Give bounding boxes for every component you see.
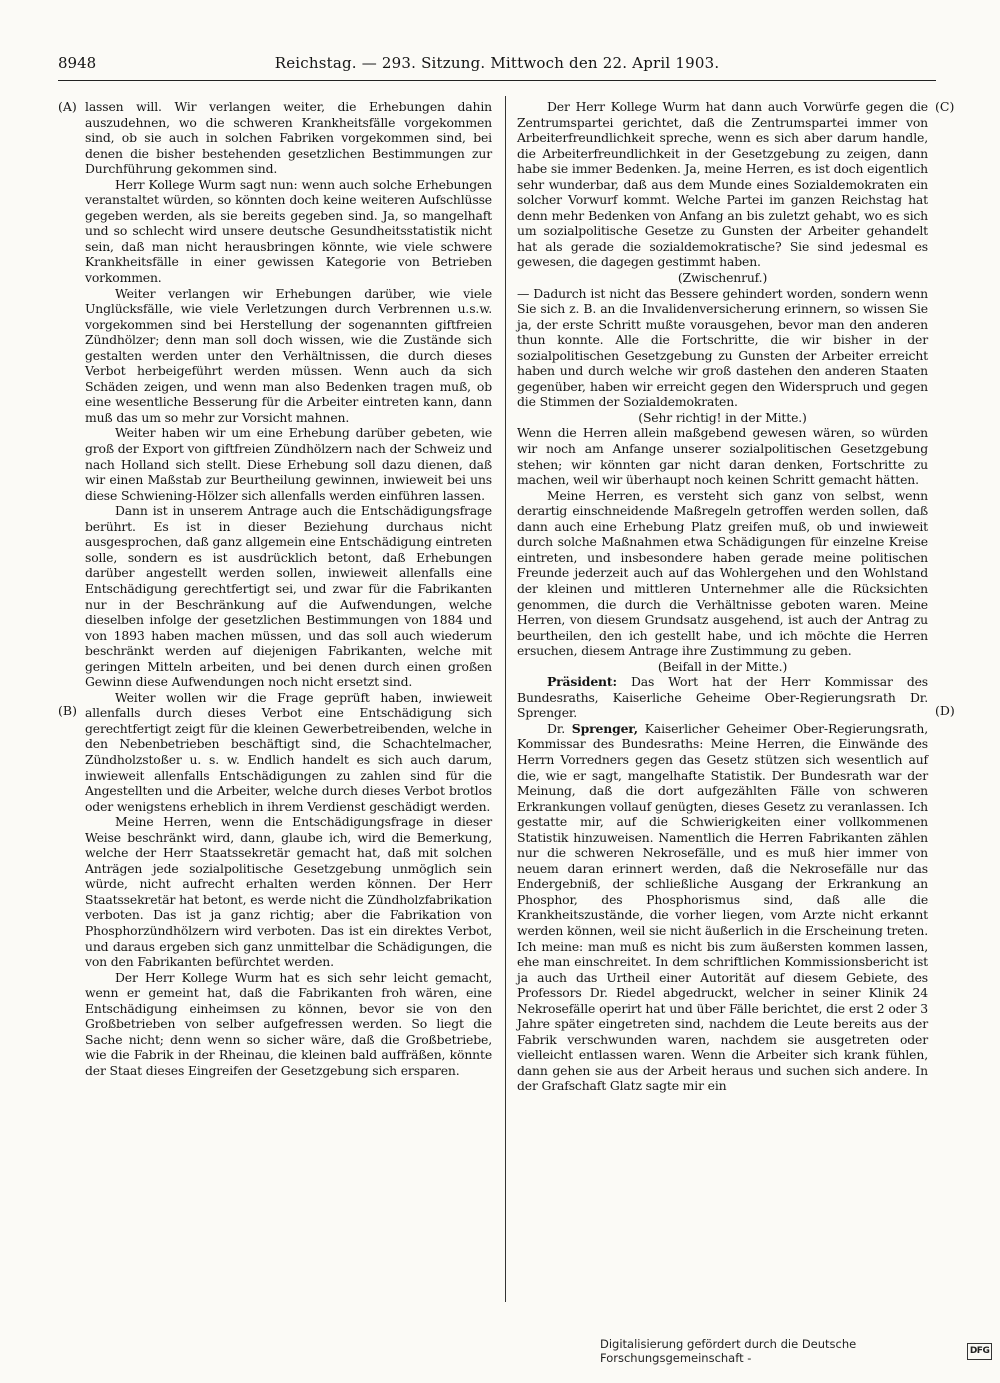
header-rule [58,80,936,81]
right-column [517,99,928,1094]
paragraph: Wenn die Herren allein maßgebend gewesen wären, so würden wir noch am Anfange unserer sozialpolitischen Gesetzgebung stehen; wir könnten gar nicht daran denken, Fortschritte zu machen, weil wir überhaupt noch keinen Schritt gemacht hätten. [517,425,928,488]
running-header [58,52,936,74]
margin-label-b: (B) [58,703,77,718]
paragraph: Weiter verlangen wir Erhebungen darüber, wie viele Unglücksfälle, wie viele Verletzungen durch Verbrennen u.s.w. vorgekommen sind bei Herstellung der sogenannten giftfreien Zündhölzer; denn man soll doch wissen, wie die Zustände sich gestalten werden unter den Verhältnissen, die durch dieses Verbot herbeigeführt werden müssen. Wenn auch da sich Schäden zeigen, und wenn man also Bedenken tragen muß, ob eine wesentliche Besserung für die Arbeiter eintreten kann, dann muß das um so mehr zur Vorsicht mahnen. [85,285,492,425]
column-divider [505,96,506,1302]
dfg-logo-icon: DFG [967,1343,992,1360]
president-text: Das Wort hat der Herr Kommissar des Bundesraths, Kaiserliche Geheime Ober-Regierungsrath Dr. Sprenger. [517,674,928,721]
margin-label-a: (A) [58,99,77,114]
paragraph: Dann ist in unserem Antrage auch die Entschädigungsfrage berührt. Es ist in dieser Beziehung durchaus nicht ausgesprochen, daß ganz allgemein eine Entschädigung eintreten solle, sondern es ist ausdrücklich betont, daß Erhebungen darüber angestellt werden sollen, inwieweit allenfalls eine Entschädigung gerechtfertigt sei, und zwar für die Fabrikanten nur in der Beschränkung auf die Aufwendungen, welche dieselben infolge der gesetzlichen Bestimmungen von 1884 und von 1893 haben machen müssen, und das soll auch wiederum beschränkt werden auf diejenigen Fabrikanten, welche mit geringen Mitteln arbeiten, und bei denen durch einen großen Gewinn diese Aufwendungen noch nicht ersetzt sind. [85,503,492,690]
sprenger-paragraph [517,721,928,1094]
paragraph: Der Herr Kollege Wurm hat es sich sehr leicht gemacht, wenn er gemeint hat, daß die Fabrikanten froh wären, eine Entschädigung einheimsen zu können, bevor sie von den Großbetrieben von selber aufgefressen werden. So liegt die Sache nicht; denn wenn so sicher wäre, daß die Großbetriebe, wie die Fabrik in der Rheinau, die kleinen bald auffräßen, könnte der Staat dieses Eingreifen der Gesetzgebung sich ersparen. [85,969,492,1078]
interjection: (Sehr richtig! in der Mitte.) [638,409,807,425]
paragraph: — Dadurch ist nicht das Bessere gehindert worden, sondern wenn Sie sich z. B. an die Invalidenversicherung erinnern, so wissen Sie ja, der erste Schritt mußte vorausgehen, bevor man den anderen thun konnte. Alle die Fortschritte, die wir bisher in der sozialpolitischen Gesetzgebung zu Gunsten der Arbeiter erreicht haben und durch welche wir groß dastehen den anderen Staaten gegenüber, haben wir erreicht gegen den Widerspruch und gegen die Stimmen der Sozialdemokraten. [517,285,928,410]
speaker-label-president: Präsident: [547,674,617,690]
paragraph: Meine Herren, wenn die Entschädigungsfrage in dieser Weise beschränkt wird, dann, glaube ich, wird die Bemerkung, welche der Herr Staatssekretär gemacht hat, daß mit solchen Anträgen jede sozialpolitische Gesetzgebung unmöglich sein würde, nicht aufrecht erhalten werden können. Der Herr Staatssekretär hat betont, es werde nicht die Zündholzfabrikation verboten. Das ist ja ganz richtig; aber die Fabrikation von Phosphorzündhölzern wird verboten. Das ist ein direktes Verbot, und daraus ergeben sich ganz unmittelbar die Schädigungen, die von den Fabrikanten befürchtet werden. [85,814,492,970]
speaker-title: Dr. [547,720,565,736]
paragraph: Meine Herren, es versteht sich ganz von selbst, wenn derartig einschneidende Maßregeln getroffen werden sollen, daß dann auch eine Erhebung Platz greifen muß, ob und inwieweit durch solche Maßnahmen etwa Schädigungen für einzelne Kreise eintreten, und insbesondere haben gerade meine politischen Freunde jederzeit auch auf das Wohlergehen und den Wohlstand der kleinen und mittleren Unternehmer alle die Rücksichten genommen, die durch die Verhältnisse geboten waren. Meine Herren, von diesem Grundsatz ausgehend, ist auch der Antrag zu beurtheilen, den ich gestellt habe, und ich möchte die Herren ersuchen, diesem Antrage ihre Zustimmung zu geben. [517,487,928,659]
interjection: (Zwischenruf.) [677,270,768,286]
paragraph: Herr Kollege Wurm sagt nun: wenn auch solche Erhebungen veranstaltet würden, so könnten doch keine weiteren Aufschlüsse gegeben werden, als sie bereits gegeben sind. Ja, so mangelhaft und so schlecht wird unsere deutsche Gesundheitsstatistik nicht sein, daß man nicht herausbringen könnte, wie viele schwere Krankheitsfälle in einer gewissen Kategorie von Betrieben vorkommen. [85,176,492,286]
footer-credit [600,1337,992,1365]
paragraph: Weiter wollen wir die Frage geprüft haben, inwieweit allenfalls durch dieses Verbot eine Entschädigung sich gerechtfertigt zeigt für die kleinen Gewerbetreibenden, welche in den Nebenbetrieben beschäftigt sind, die Schachtelmacher, Zündholzstoßer u. s. w. Endlich handelt es sich auch darum, inwieweit allenfalls Entschädigungen zu zahlen sind für die Angestellten und die Arbeiter, welche durch dieses Verbot brotlos oder wenigstens erheblich in ihrem Verdienst geschädigt werden. [85,689,492,814]
sprenger-text: Kaiserlicher Geheimer Ober-Regierungsrath, Kommissar des Bundesraths: Meine Herren, die Einwände des Herrn Vorredners gegen das Gesetz stützen sich wesentlich auf die, wie er sagt, mangelhafte Statistik. Der Bundesrath war der Meinung, daß die dort aufgezählten Fälle von schweren Erkrankungen vollauf genügten, dieses Gesetz zu veranlassen. Ich gestatte mir, auf die Schwierigkeiten einer vollkommenen Statistik hinzuweisen. Namentlich die Herren Fabrikanten zählen nur die schweren Nekrosefälle, und es muß hier immer von neuem daran erinnert werden, daß die Nekrosefälle nur das Endergebniß, der schließliche Ausgang der Erkrankung an Phosphor, des Phosphorismus sind, daß alle die Krankheitszustände, die vorher liegen, vom Arzte nicht erkannt werden können, weil sie nicht äußerlich in die Erscheinung treten. Ich meine: man muß es nicht bis zum äußersten kommen lassen, ehe man einschreitet. In dem schriftlichen Kommissionsbericht ist ja auch das Urtheil einer Autorität auf diesem Gebiete, des Professors Dr. Riedel abgedruckt, welcher in seiner Klinik 24 Nekrosefälle operirt hat und über Fälle berichtet, die erst 2 oder 3 Jahre später eingetreten sind, nachdem die Leute bereits aus der Fabrik verschwunden waren, nachdem sie ausgetreten oder vielleicht entlassen waren. Wenn die Arbeiter sich krank fühlen, dann gehen sie aus der Arbeit heraus und suchen sich andere. In der Grafschaft Glatz sagte mir ein [517,720,928,1094]
margin-label-c: (C) [935,99,955,114]
speaker-name-sprenger: Sprenger, [571,720,638,736]
paragraph: Weiter haben wir um eine Erhebung darüber gebeten, wie groß der Export von giftfreien Zündhölzern nach der Schweiz und nach Holland sich stellt. Diese Erhebung soll dazu dienen, daß wir einen Maßstab zur Beurtheilung gewinnen, inwieweit bei uns diese Schwiening-Hölzer sich allenfalls werden einführen lassen. [85,425,492,503]
footer-text: Digitalisierung gefördert durch die Deutsche Forschungsgemeinschaft - [600,1337,857,1365]
paragraph: Der Herr Kollege Wurm hat dann auch Vorwürfe gegen die Zentrumspartei gerichtet, daß die Zentrumspartei immer von Arbeiterfreundlichkeit spreche, wenn es sich aber darum handle, die Arbeiterfreundlichkeit in der Gesetzgebung zu zeigen, dann habe sie immer Bedenken. Ja, meine Herren, es ist doch eigentlich sehr wunderbar, daß aus dem Munde eines Sozialdemokraten ein solcher Vorwurf kommt. Welche Partei im ganzen Reichstag hat denn mehr Bedenken von Anfang an bis zuletzt gehabt, wo es sich um sozialpolitische Gesetze zu Gunsten der Arbeiter gehandelt hat als gerade die sozialdemokratische? Sie sind jedesmal es gewesen, die dagegen gestimmt haben. [517,99,928,270]
margin-label-d: (D) [935,703,955,718]
left-column [85,99,492,1078]
president-paragraph [517,674,928,721]
running-title: Reichstag. — 293. Sitzung. Mittwoch den 22. April 1903. [274,54,720,72]
paragraph: lassen will. Wir verlangen weiter, die Erhebungen dahin auszudehnen, wo die schweren Krankheitsfälle vorgekommen sind, ob sie auch in solchen Fabriken vorgekommen sind, bei denen die bisher bestehenden gesetzlichen Bestimmungen zur Durchführung gekommen sind. [85,99,492,177]
interjection: (Beifall in der Mitte.) [657,658,788,674]
page-number: 8948 [58,54,97,72]
